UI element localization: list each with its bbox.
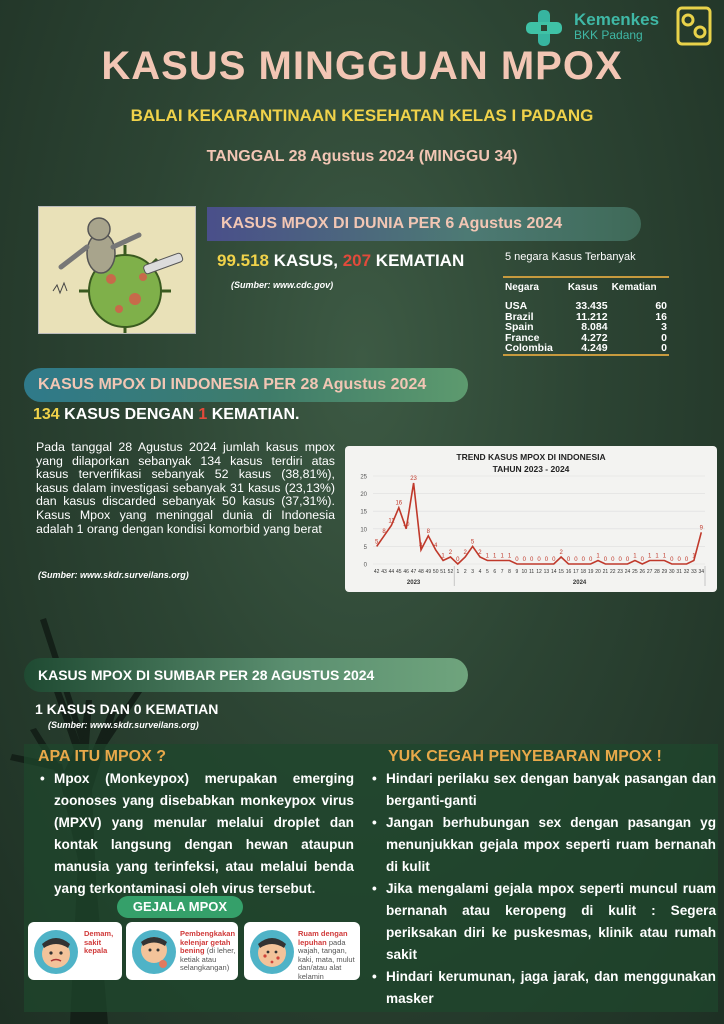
x-tick-label: 43 (381, 569, 387, 575)
y-tick-label: 0 (363, 562, 367, 569)
x-tick-label: 52 (447, 569, 454, 575)
x-tick-label: 4 (478, 569, 482, 575)
data-label: 4 (434, 542, 438, 549)
table-header-country: Negara (505, 282, 539, 293)
logo-subname: BKK Padang (574, 28, 643, 42)
x-tick-label: 21 (602, 569, 609, 575)
data-label: 0 (522, 557, 526, 563)
x-tick-label: 47 (410, 569, 417, 575)
data-label: 1 (655, 553, 659, 560)
data-label: 1 (633, 553, 637, 560)
country-cases: 4.249 (581, 342, 608, 354)
year-group-label: 2023 (406, 580, 421, 586)
country-deaths: 3 (661, 321, 667, 333)
x-tick-label: 15 (558, 569, 564, 575)
country-name: USA (505, 300, 528, 312)
country-cases: 33.435 (575, 300, 608, 312)
symptom-card-rash (244, 922, 360, 980)
x-tick-label: 9 (515, 569, 519, 575)
y-tick-label: 25 (360, 474, 367, 481)
data-label: 0 (588, 557, 593, 563)
country-name: France (505, 331, 540, 344)
indonesia-paragraph: Pada tanggal 28 Agustus 2024 jumlah kasus mpox yang dilaporkan sebanyak 134 kasus terdiri atas kasus terverifikasi sebanyak 52 kasus (38,81%), kasus dalam investigasi sebanyak 31 kasus (23,13%) dan kasus discarded sebanyak 50 kasus (37,31%). Kasus Mpox yang meninggal dunia di Indonesia adalah 1 orang dengan kondisi komorbid yang berat (36, 440, 335, 536)
x-tick-label: 14 (550, 569, 557, 575)
data-label: 0 (684, 557, 689, 563)
x-tick-label: 20 (595, 569, 601, 575)
data-label: 1 (507, 553, 512, 560)
data-label: 10 (402, 521, 410, 528)
x-tick-label: 51 (440, 569, 446, 575)
data-label: 1 (647, 553, 652, 560)
symptom-lymph-bold: Pembengkakan kelenjar getah bening (180, 929, 236, 955)
apa-itu-mpox-title: APA ITU MPOX ? (38, 748, 166, 765)
apa-itu-mpox-list (38, 768, 354, 900)
country-name: Spain (505, 321, 534, 333)
x-tick-label: 23 (617, 569, 623, 575)
data-label: 0 (566, 557, 571, 563)
x-tick-label: 6 (493, 569, 497, 575)
x-tick-label: 34 (698, 569, 705, 575)
bkk-emblem-icon (676, 6, 712, 46)
world-source: (Sumber: www.cdc.gov) (231, 280, 334, 290)
country-cases: 4.272 (581, 331, 608, 344)
x-tick-label: 22 (609, 569, 616, 575)
table-row (503, 322, 669, 333)
y-tick-label: 15 (360, 509, 367, 516)
country-deaths: 16 (655, 310, 667, 323)
x-tick-label: 11 (529, 569, 535, 575)
world-deaths-value: 207 (342, 251, 372, 270)
fever-face-icon (32, 928, 80, 976)
country-deaths: 0 (661, 331, 667, 344)
data-label: 1 (596, 553, 600, 560)
indonesia-deaths-value: 1 (198, 406, 208, 423)
list-item: • Hindari perilaku sex dengan banyak pasangan dan berganti-ganti (370, 768, 716, 812)
indonesia-deaths-label: KEMATIAN. (207, 406, 300, 423)
year-group-label: 2024 (572, 580, 587, 586)
x-tick-label: 31 (676, 569, 682, 575)
indonesia-source: (Sumber: www.skdr.surveilans.org) (38, 570, 189, 580)
table-header-cases: Kasus (567, 282, 598, 293)
x-tick-label: 48 (418, 569, 424, 575)
data-label: 1 (493, 553, 497, 560)
symptom-fever-bold: Demam, sakit kepala (84, 929, 114, 955)
monkey-virus-cartoon (38, 206, 196, 334)
x-tick-label: 50 (432, 569, 439, 575)
data-label: 4 (419, 542, 423, 549)
x-tick-label: 45 (396, 569, 402, 575)
data-label: 0 (618, 557, 622, 563)
x-tick-label: 32 (683, 569, 690, 575)
rash-face-icon (248, 928, 296, 976)
chart-title: TREND KASUS MPOX DI INDONESIA (456, 452, 606, 462)
page-subtitle: BALAI KEKARANTINAAN KESEHATAN KELAS I PADANG (130, 106, 594, 125)
data-label: 1 (692, 553, 696, 560)
x-tick-label: 26 (639, 569, 646, 575)
table-row (503, 343, 669, 354)
indonesia-section-banner: KASUS MPOX DI INDONESIA PER 28 Agustus 2024 (24, 368, 468, 402)
data-label: 23 (410, 476, 417, 483)
x-tick-label: 27 (646, 569, 653, 575)
world-stats (217, 251, 464, 271)
x-tick-label: 19 (587, 569, 594, 575)
data-label: 0 (529, 557, 534, 563)
trend-chart-svg (345, 446, 717, 592)
symptom-rash-rest: pada wajah, tangan, kaki, mata, mulut dan/atau alat kelamin (298, 937, 355, 981)
symptom-rash-text (298, 930, 358, 981)
x-tick-label: 8 (508, 569, 511, 575)
report-date: TANGGAL 28 Agustus 2024 (MINGGU 34) (206, 148, 518, 165)
x-tick-label: 44 (388, 569, 395, 575)
kemenkes-logo (522, 6, 712, 48)
kemenkes-logo-icon (524, 8, 568, 48)
data-label: 0 (603, 557, 608, 563)
symptom-fever-text (84, 930, 120, 956)
sumbar-section-banner: KASUS MPOX DI SUMBAR PER 28 AGUSTUS 2024 (24, 658, 468, 692)
data-label: 5 (470, 539, 475, 546)
list-item: • Jika mengalami gejala mpox seperti muncul ruam bernanah atau keropeng di kulit : Segera periksakan diri ke puskesmas, klinik atau rumah sakit (370, 878, 716, 966)
x-tick-label: 42 (373, 569, 380, 575)
list-item: • Mpox (Monkeypox) merupakan emerging zoonoses yang disebabkan monkeypox virus (MPXV) yang menular melalui droplet dan kontak langsung dengan hewan ataupun manusia yang terinfeksi, atau melalui benda yang terkontaminasi oleh virus tersebut. (38, 768, 354, 900)
data-label: 0 (581, 557, 585, 563)
sumbar-source: (Sumber: www.skdr.surveilans.org) (48, 720, 199, 730)
data-label: 0 (611, 557, 615, 563)
data-label: 9 (699, 525, 703, 532)
data-label: 2 (448, 549, 453, 556)
data-label: 8 (426, 528, 431, 535)
data-label: 0 (537, 557, 541, 563)
trend-chart (345, 446, 717, 592)
swollen-neck-icon (130, 928, 178, 976)
data-label: 1 (500, 553, 504, 560)
list-item: • Hindari kerumunan, jaga jarak, dan menggunakan masker (370, 966, 716, 1010)
x-tick-label: 3 (471, 569, 474, 575)
x-tick-label: 49 (425, 569, 432, 575)
country-deaths: 0 (661, 342, 667, 354)
world-section-banner: KASUS MPOX DI DUNIA PER 6 Agustus 2024 (207, 207, 641, 241)
symptom-lymph-rest: (di leher, ketiak atau selangkangan) (180, 946, 236, 972)
country-name: Brazil (505, 310, 534, 323)
x-tick-label: 5 (485, 569, 489, 575)
x-tick-label: 2 (463, 569, 467, 575)
top5-title: 5 negara Kasus Terbanyak (505, 251, 636, 263)
country-cases: 11.212 (576, 310, 608, 323)
y-tick-label: 10 (360, 527, 367, 534)
world-deaths-label: KEMATIAN (371, 251, 465, 270)
x-tick-label: 24 (624, 569, 631, 575)
data-label: 0 (544, 557, 549, 563)
data-label: 0 (625, 557, 630, 563)
data-label: 0 (456, 557, 460, 563)
yuk-cegah-list (370, 768, 716, 1010)
x-tick-label: 30 (669, 569, 675, 575)
x-tick-label: 1 (456, 569, 460, 575)
trend-series-line (377, 483, 702, 564)
yuk-cegah-title: YUK CEGAH PENYEBARAN MPOX ! (388, 748, 662, 765)
symptom-card-fever (28, 922, 122, 980)
y-tick-label: 5 (363, 544, 367, 551)
country-name: Colombia (505, 342, 553, 354)
indonesia-cases-label: KASUS DENGAN (59, 406, 199, 423)
y-tick-label: 20 (360, 492, 367, 499)
x-tick-label: 25 (632, 569, 638, 575)
table-row (503, 301, 669, 312)
symptom-rash-bold: Ruam dengan lepuhan (298, 929, 348, 947)
data-label: 0 (552, 557, 556, 563)
data-label: 2 (559, 549, 563, 556)
data-label: 8 (382, 528, 386, 535)
x-tick-label: 13 (543, 569, 550, 575)
x-tick-label: 33 (691, 569, 697, 575)
data-label: 2 (463, 549, 467, 556)
country-cases: 8.084 (581, 321, 608, 333)
world-cases-value: 99.518 (217, 251, 269, 270)
data-label: 1 (662, 553, 667, 560)
data-label: 1 (485, 553, 490, 560)
x-tick-label: 18 (580, 569, 587, 575)
top5-countries-table (503, 276, 669, 356)
world-cases-label: KASUS, (269, 251, 343, 270)
country-deaths: 60 (655, 300, 667, 312)
data-label: 16 (395, 500, 403, 507)
x-tick-label: 12 (536, 569, 542, 575)
indonesia-cases-value: 134 (33, 406, 60, 423)
symptom-card-lymph (126, 922, 238, 980)
data-label: 0 (574, 557, 578, 563)
chart-subtitle: TAHUN 2023 - 2024 (492, 464, 570, 474)
data-label: 0 (515, 557, 519, 563)
data-label: 0 (677, 557, 681, 563)
data-label: 0 (670, 557, 674, 563)
x-tick-label: 29 (661, 569, 668, 575)
gejala-mpox-label: GEJALA MPOX (117, 896, 243, 918)
x-tick-label: 46 (403, 569, 409, 575)
x-tick-label: 10 (521, 569, 528, 575)
x-tick-label: 7 (500, 569, 504, 575)
data-label: 2 (478, 549, 482, 556)
indonesia-stats (33, 406, 299, 424)
x-tick-label: 16 (565, 569, 572, 575)
sumbar-stats: 1 KASUS DAN 0 KEMATIAN (35, 701, 219, 717)
data-label: 5 (375, 539, 379, 546)
table-header-deaths: Kematian (611, 282, 657, 293)
data-label: 11 (388, 518, 395, 525)
x-tick-label: 28 (654, 569, 660, 575)
logo-name: Kemenkes (574, 10, 660, 29)
data-label: 1 (441, 553, 445, 560)
x-tick-label: 17 (573, 569, 579, 575)
data-label: 0 (640, 557, 644, 563)
symptom-lymph-text (180, 930, 236, 973)
page-title: KASUS MINGGUAN MPOX (101, 44, 623, 88)
list-item: • Jangan berhubungan sex dengan pasangan yg menunjukkan gejala mpox seperti ruam bernanah di kulit (370, 812, 716, 878)
